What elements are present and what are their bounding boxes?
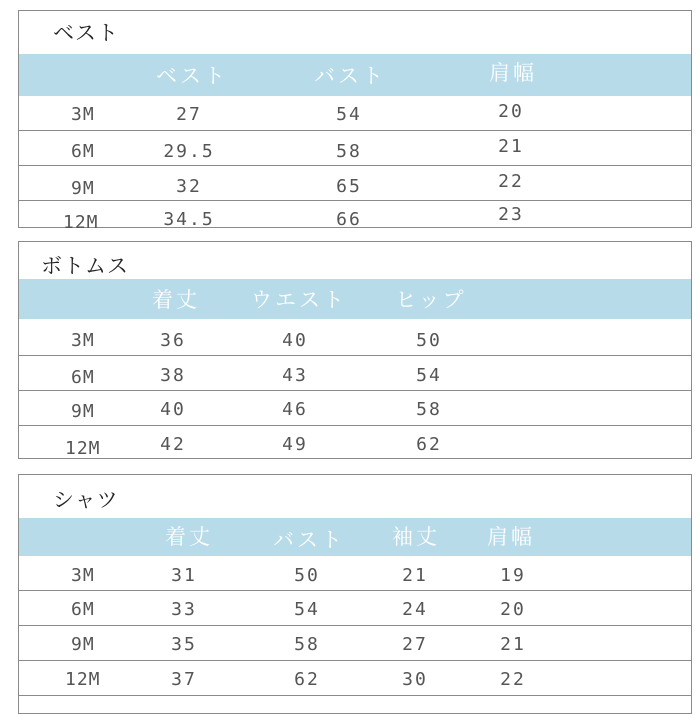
shirts-header-length: 着丈 xyxy=(165,525,213,549)
cell-shoulder: 20 xyxy=(500,599,526,620)
table-row xyxy=(19,356,691,391)
bottoms-header-length: 着丈 xyxy=(152,288,200,312)
cell-sleeve: 24 xyxy=(402,599,428,620)
table-row xyxy=(19,201,691,233)
vest-header-vest: ベスト xyxy=(156,64,228,88)
cell-vest: 34.5 xyxy=(163,209,215,230)
table-row xyxy=(19,626,691,661)
cell-waist: 43 xyxy=(282,365,308,386)
table-row xyxy=(19,166,691,201)
size-label: 12M xyxy=(63,212,99,233)
cell-length: 31 xyxy=(171,565,197,586)
cell-hip: 50 xyxy=(416,330,442,351)
size-label: 3M xyxy=(71,330,95,351)
table-row xyxy=(19,131,691,166)
cell-shoulder: 23 xyxy=(498,204,524,225)
cell-bust: 54 xyxy=(336,104,362,125)
vest-size-table xyxy=(18,10,692,233)
size-label: 3M xyxy=(71,565,95,586)
table-row xyxy=(19,96,691,131)
cell-waist: 46 xyxy=(282,399,308,420)
cell-vest: 27 xyxy=(176,104,202,125)
cell-length: 42 xyxy=(160,434,186,455)
table-row xyxy=(19,556,691,591)
cell-hip: 58 xyxy=(416,399,442,420)
cell-sleeve: 21 xyxy=(402,565,428,586)
cell-bust: 54 xyxy=(294,599,320,620)
shirts-header-shoulder: 肩幅 xyxy=(487,525,535,549)
vest-header-shoulder: 肩幅 xyxy=(489,61,537,85)
shirts-header-sleeve: 袖丈 xyxy=(392,525,440,549)
vest-header-bust: バスト xyxy=(314,64,386,88)
size-label: 12M xyxy=(65,438,101,459)
cell-vest: 29.5 xyxy=(163,141,215,162)
size-label: 9M xyxy=(71,401,95,422)
cell-waist: 40 xyxy=(282,330,308,351)
cell-length: 37 xyxy=(171,669,197,690)
cell-bust: 50 xyxy=(294,565,320,586)
bottoms-title: ボトムス xyxy=(41,254,129,278)
vest-header-row xyxy=(19,54,691,96)
cell-hip: 62 xyxy=(416,434,442,455)
bottoms-header-hip: ヒップ xyxy=(395,288,467,312)
cell-shoulder: 21 xyxy=(498,136,524,157)
cell-shoulder: 22 xyxy=(498,171,524,192)
cell-bust: 62 xyxy=(294,669,320,690)
cell-length: 35 xyxy=(171,634,197,655)
size-label: 6M xyxy=(71,367,95,388)
cell-shoulder: 20 xyxy=(498,101,524,122)
cell-bust: 66 xyxy=(336,209,362,230)
cell-bust: 58 xyxy=(336,141,362,162)
vest-title: ベスト xyxy=(53,21,119,45)
cell-hip: 54 xyxy=(416,365,442,386)
cell-shoulder: 19 xyxy=(500,565,526,586)
size-label: 12M xyxy=(65,669,101,690)
cell-waist: 49 xyxy=(282,434,308,455)
cell-length: 38 xyxy=(160,365,186,386)
cell-sleeve: 30 xyxy=(402,669,428,690)
cell-shoulder: 21 xyxy=(500,634,526,655)
cell-length: 40 xyxy=(160,399,186,420)
table-row xyxy=(19,320,691,356)
size-label: 9M xyxy=(71,178,95,199)
cell-length: 36 xyxy=(160,330,186,351)
size-label: 3M xyxy=(71,104,95,125)
table-row xyxy=(19,591,691,626)
shirts-title: シャツ xyxy=(53,488,119,512)
bottoms-header-waist: ウエスト xyxy=(251,288,347,312)
size-label: 6M xyxy=(71,141,95,162)
cell-vest: 32 xyxy=(176,176,202,197)
cell-bust: 58 xyxy=(294,634,320,655)
cell-sleeve: 27 xyxy=(402,634,428,655)
bottoms-header-row xyxy=(19,279,691,319)
table-row xyxy=(19,426,691,458)
bottoms-size-table xyxy=(18,241,692,459)
size-label: 9M xyxy=(71,634,95,655)
cell-length: 33 xyxy=(171,599,197,620)
cell-shoulder: 22 xyxy=(500,669,526,690)
table-row xyxy=(19,661,691,696)
cell-bust: 65 xyxy=(336,176,362,197)
table-row xyxy=(19,391,691,426)
size-label: 6M xyxy=(71,599,95,620)
shirts-header-bust: バスト xyxy=(273,528,345,552)
shirts-header-row xyxy=(19,518,691,556)
shirts-size-table xyxy=(18,474,692,714)
